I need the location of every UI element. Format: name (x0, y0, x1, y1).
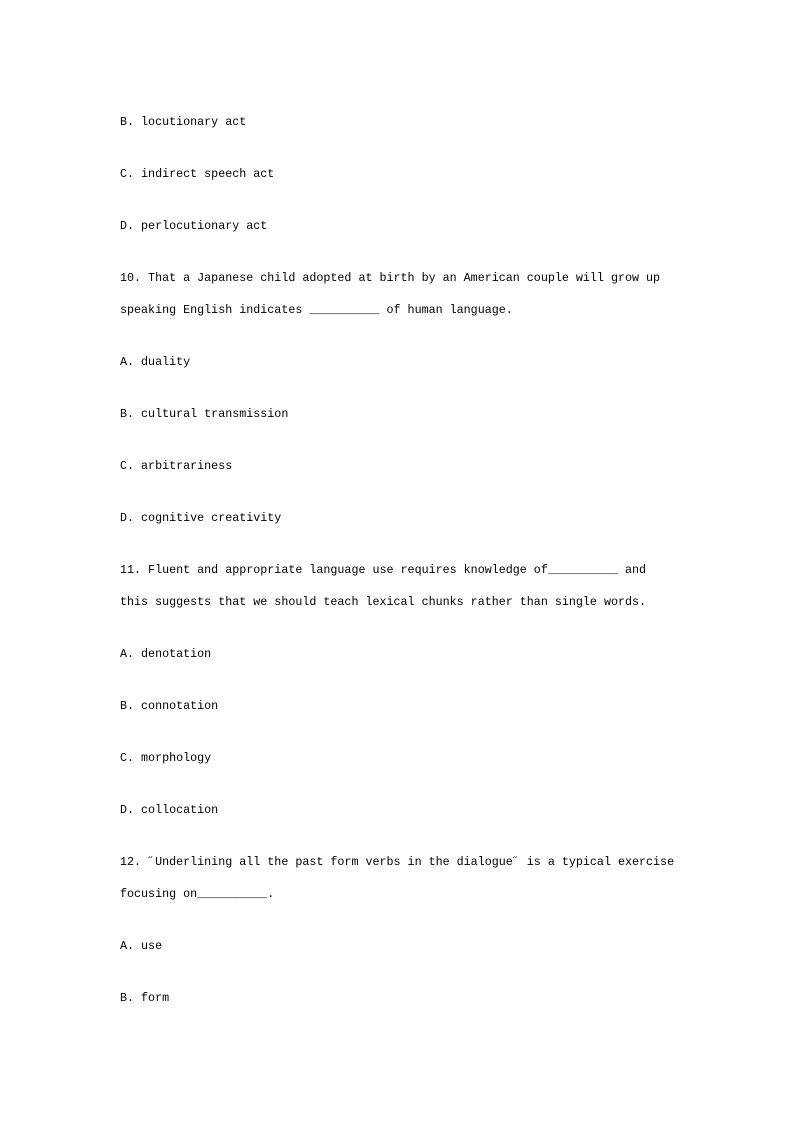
text-line: B. form (120, 991, 170, 1005)
paragraph (120, 742, 720, 774)
paragraph (120, 398, 720, 430)
paragraph (120, 690, 720, 722)
text-line: 12. ˝Underlining all the past form verbs in the dialogue˝ is a typical exercise (120, 855, 675, 869)
text-line: C. arbitrariness (120, 459, 233, 473)
paragraph (120, 158, 720, 190)
paragraph (120, 502, 720, 534)
text-line: focusing on__________. (120, 887, 275, 901)
text-line: D. perlocutionary act (120, 219, 268, 233)
paragraph (120, 794, 720, 826)
text-line: A. denotation (120, 647, 212, 661)
paragraph (120, 554, 720, 618)
text-line: C. morphology (120, 751, 212, 765)
paragraph (120, 638, 720, 670)
text-line: B. cultural transmission (120, 407, 289, 421)
text-line: this suggests that we should teach lexical chunks rather than single words. (120, 595, 647, 609)
text-line: D. cognitive creativity (120, 511, 282, 525)
text-line: 10. That a Japanese child adopted at birth by an American couple will grow up (120, 271, 661, 285)
paragraph (120, 346, 720, 378)
paragraph (120, 210, 720, 242)
paragraph (120, 450, 720, 482)
text-line: B. locutionary act (120, 115, 247, 129)
paragraph (120, 982, 720, 1014)
text-line: C. indirect speech act (120, 167, 275, 181)
paragraph (120, 930, 720, 962)
document-page (120, 106, 720, 1034)
text-line: D. collocation (120, 803, 219, 817)
text-line: B. connotation (120, 699, 219, 713)
paragraph (120, 846, 720, 910)
paragraph (120, 106, 720, 138)
text-line: speaking English indicates __________ of human language. (120, 303, 513, 317)
text-line: 11. Fluent and appropriate language use requires knowledge of__________ and (120, 563, 647, 577)
text-line: A. duality (120, 355, 191, 369)
paragraph (120, 262, 720, 326)
text-line: A. use (120, 939, 163, 953)
